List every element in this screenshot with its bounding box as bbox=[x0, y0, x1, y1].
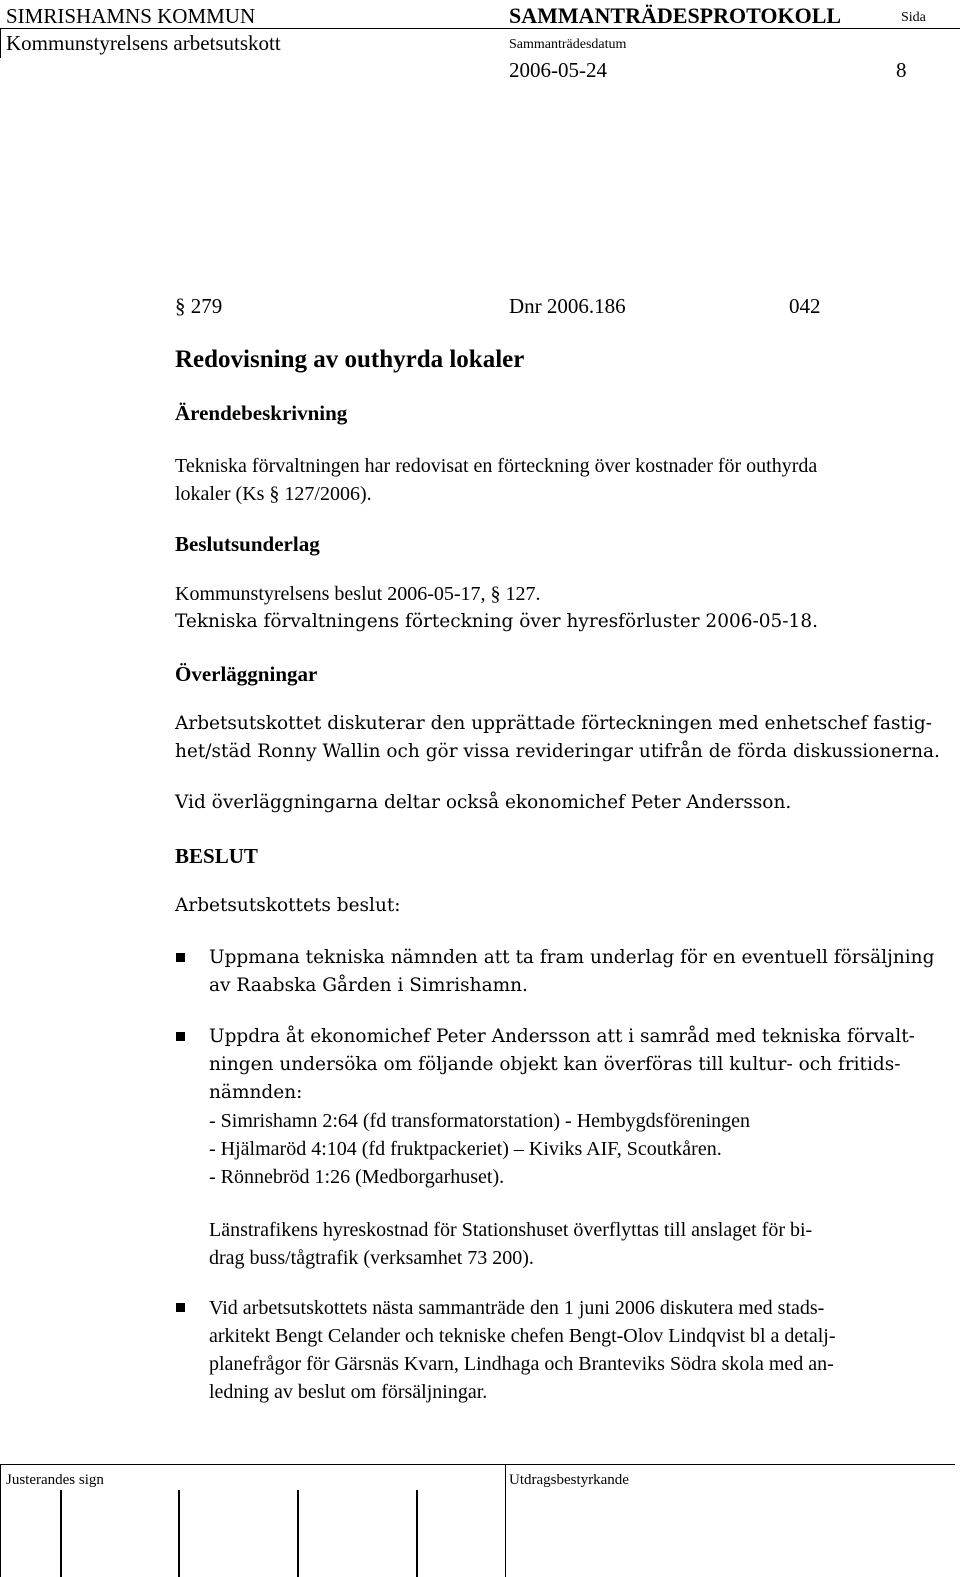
basis-line: Tekniska förvaltningens förteckning över hyresförluster 2006-05-18. bbox=[175, 611, 818, 632]
description-heading: Ärendebeskrivning bbox=[175, 401, 348, 425]
basis-heading: Beslutsunderlag bbox=[175, 532, 320, 556]
decision-intro: Arbetsutskottets beslut: bbox=[175, 895, 401, 916]
decision-item bbox=[209, 1294, 949, 1406]
header-left-rule bbox=[0, 28, 1, 58]
decision-line: ningen undersöka om följande objekt kan överföras till kultur- och fritids- bbox=[209, 1054, 901, 1075]
signature-box-line bbox=[416, 1490, 418, 1577]
deliberation-line: het/städ Ronny Wallin och gör vissa revideringar utifrån de förda diskussionerna. bbox=[175, 741, 940, 762]
description-line: lokaler (Ks § 127/2006). bbox=[175, 483, 372, 505]
decision-note-line: drag buss/tågtrafik (verksamhet 73 200). bbox=[209, 1247, 534, 1269]
document-type: SAMMANTRÄDESPROTOKOLL bbox=[509, 3, 842, 28]
decision-line: ledning av beslut om försäljningar. bbox=[209, 1381, 488, 1403]
signature-label: Justerandes sign bbox=[6, 1472, 104, 1488]
decision-item bbox=[209, 1023, 949, 1191]
committee-name: Kommunstyrelsens arbetsutskott bbox=[6, 31, 281, 55]
case-code: 042 bbox=[789, 294, 821, 318]
signature-box-line bbox=[60, 1490, 62, 1577]
case-title: Redovisning av outhyrda lokaler bbox=[175, 346, 525, 373]
decision-line: planefrågor för Gärsnäs Kvarn, Lindhaga och Branteviks Södra skola med an- bbox=[209, 1353, 834, 1375]
description-line: Tekniska förvaltningen har redovisat en förteckning över kostnader för outhyrda bbox=[175, 455, 818, 477]
basis-line: Kommunstyrelsens beslut 2006-05-17, § 127. bbox=[175, 583, 541, 605]
description-text bbox=[175, 452, 935, 508]
bullet-icon bbox=[176, 1032, 185, 1041]
decision-line: arkitekt Bengt Celander och tekniske chefen Bengt-Olov Lindqvist bl a detalj- bbox=[209, 1325, 836, 1347]
case-dnr: Dnr 2006.186 bbox=[509, 294, 626, 318]
decision-note-line: Länstrafikens hyreskostnad för Stationshuset överflyttas till anslaget för bi- bbox=[209, 1219, 813, 1241]
decision-line: - Simrishamn 2:64 (fd transformatorstation) - Hembygdsföreningen bbox=[209, 1110, 750, 1132]
meeting-date: 2006-05-24 bbox=[509, 58, 607, 82]
decision-line: Uppdra åt ekonomichef Peter Andersson att i samråd med tekniska förvalt- bbox=[209, 1026, 915, 1047]
deliberation-heading: Överläggningar bbox=[175, 662, 318, 686]
footer-divider-rule bbox=[505, 1464, 506, 1577]
signature-box-line bbox=[297, 1490, 299, 1577]
deliberation-extra: Vid överläggningarna deltar också ekonomichef Peter Andersson. bbox=[175, 792, 792, 813]
decision-item-note bbox=[209, 1216, 949, 1272]
decision-line: Uppmana tekniska nämnden att ta fram underlag för en eventuell försäljning bbox=[209, 947, 935, 968]
deliberation-line: Arbetsutskottet diskuterar den upprättade förteckningen med enhetschef fastig- bbox=[175, 713, 932, 734]
page-number: 8 bbox=[896, 58, 907, 82]
decision-line: - Hjälmaröd 4:104 (fd fruktpackeriet) – Kiviks AIF, Scoutkåren. bbox=[209, 1138, 722, 1160]
section-number: § 279 bbox=[175, 294, 223, 318]
decision-line: Vid arbetsutskottets nästa sammanträde den 1 juni 2006 diskutera med stads- bbox=[209, 1297, 825, 1319]
header-rule bbox=[0, 28, 960, 29]
decision-line: nämnden: bbox=[209, 1082, 303, 1103]
page-label: Sida bbox=[901, 10, 926, 25]
extract-label: Utdragsbestyrkande bbox=[509, 1472, 629, 1488]
municipality-name: SIMRISHAMNS KOMMUN bbox=[6, 4, 256, 28]
bullet-icon bbox=[176, 1303, 185, 1312]
basis-text bbox=[175, 580, 935, 636]
decision-line: - Rönnebröd 1:26 (Medborgarhuset). bbox=[209, 1166, 505, 1188]
decision-line: av Raabska Gården i Simrishamn. bbox=[209, 975, 528, 996]
footer-rule bbox=[0, 1464, 955, 1465]
meeting-date-label: Sammanträdesdatum bbox=[509, 37, 627, 52]
bullet-icon bbox=[176, 953, 185, 962]
deliberation-text bbox=[175, 710, 940, 766]
footer-left-rule bbox=[0, 1464, 1, 1577]
decision-item bbox=[209, 944, 949, 1000]
signature-box-line bbox=[178, 1490, 180, 1577]
decision-heading: BESLUT bbox=[175, 844, 258, 868]
